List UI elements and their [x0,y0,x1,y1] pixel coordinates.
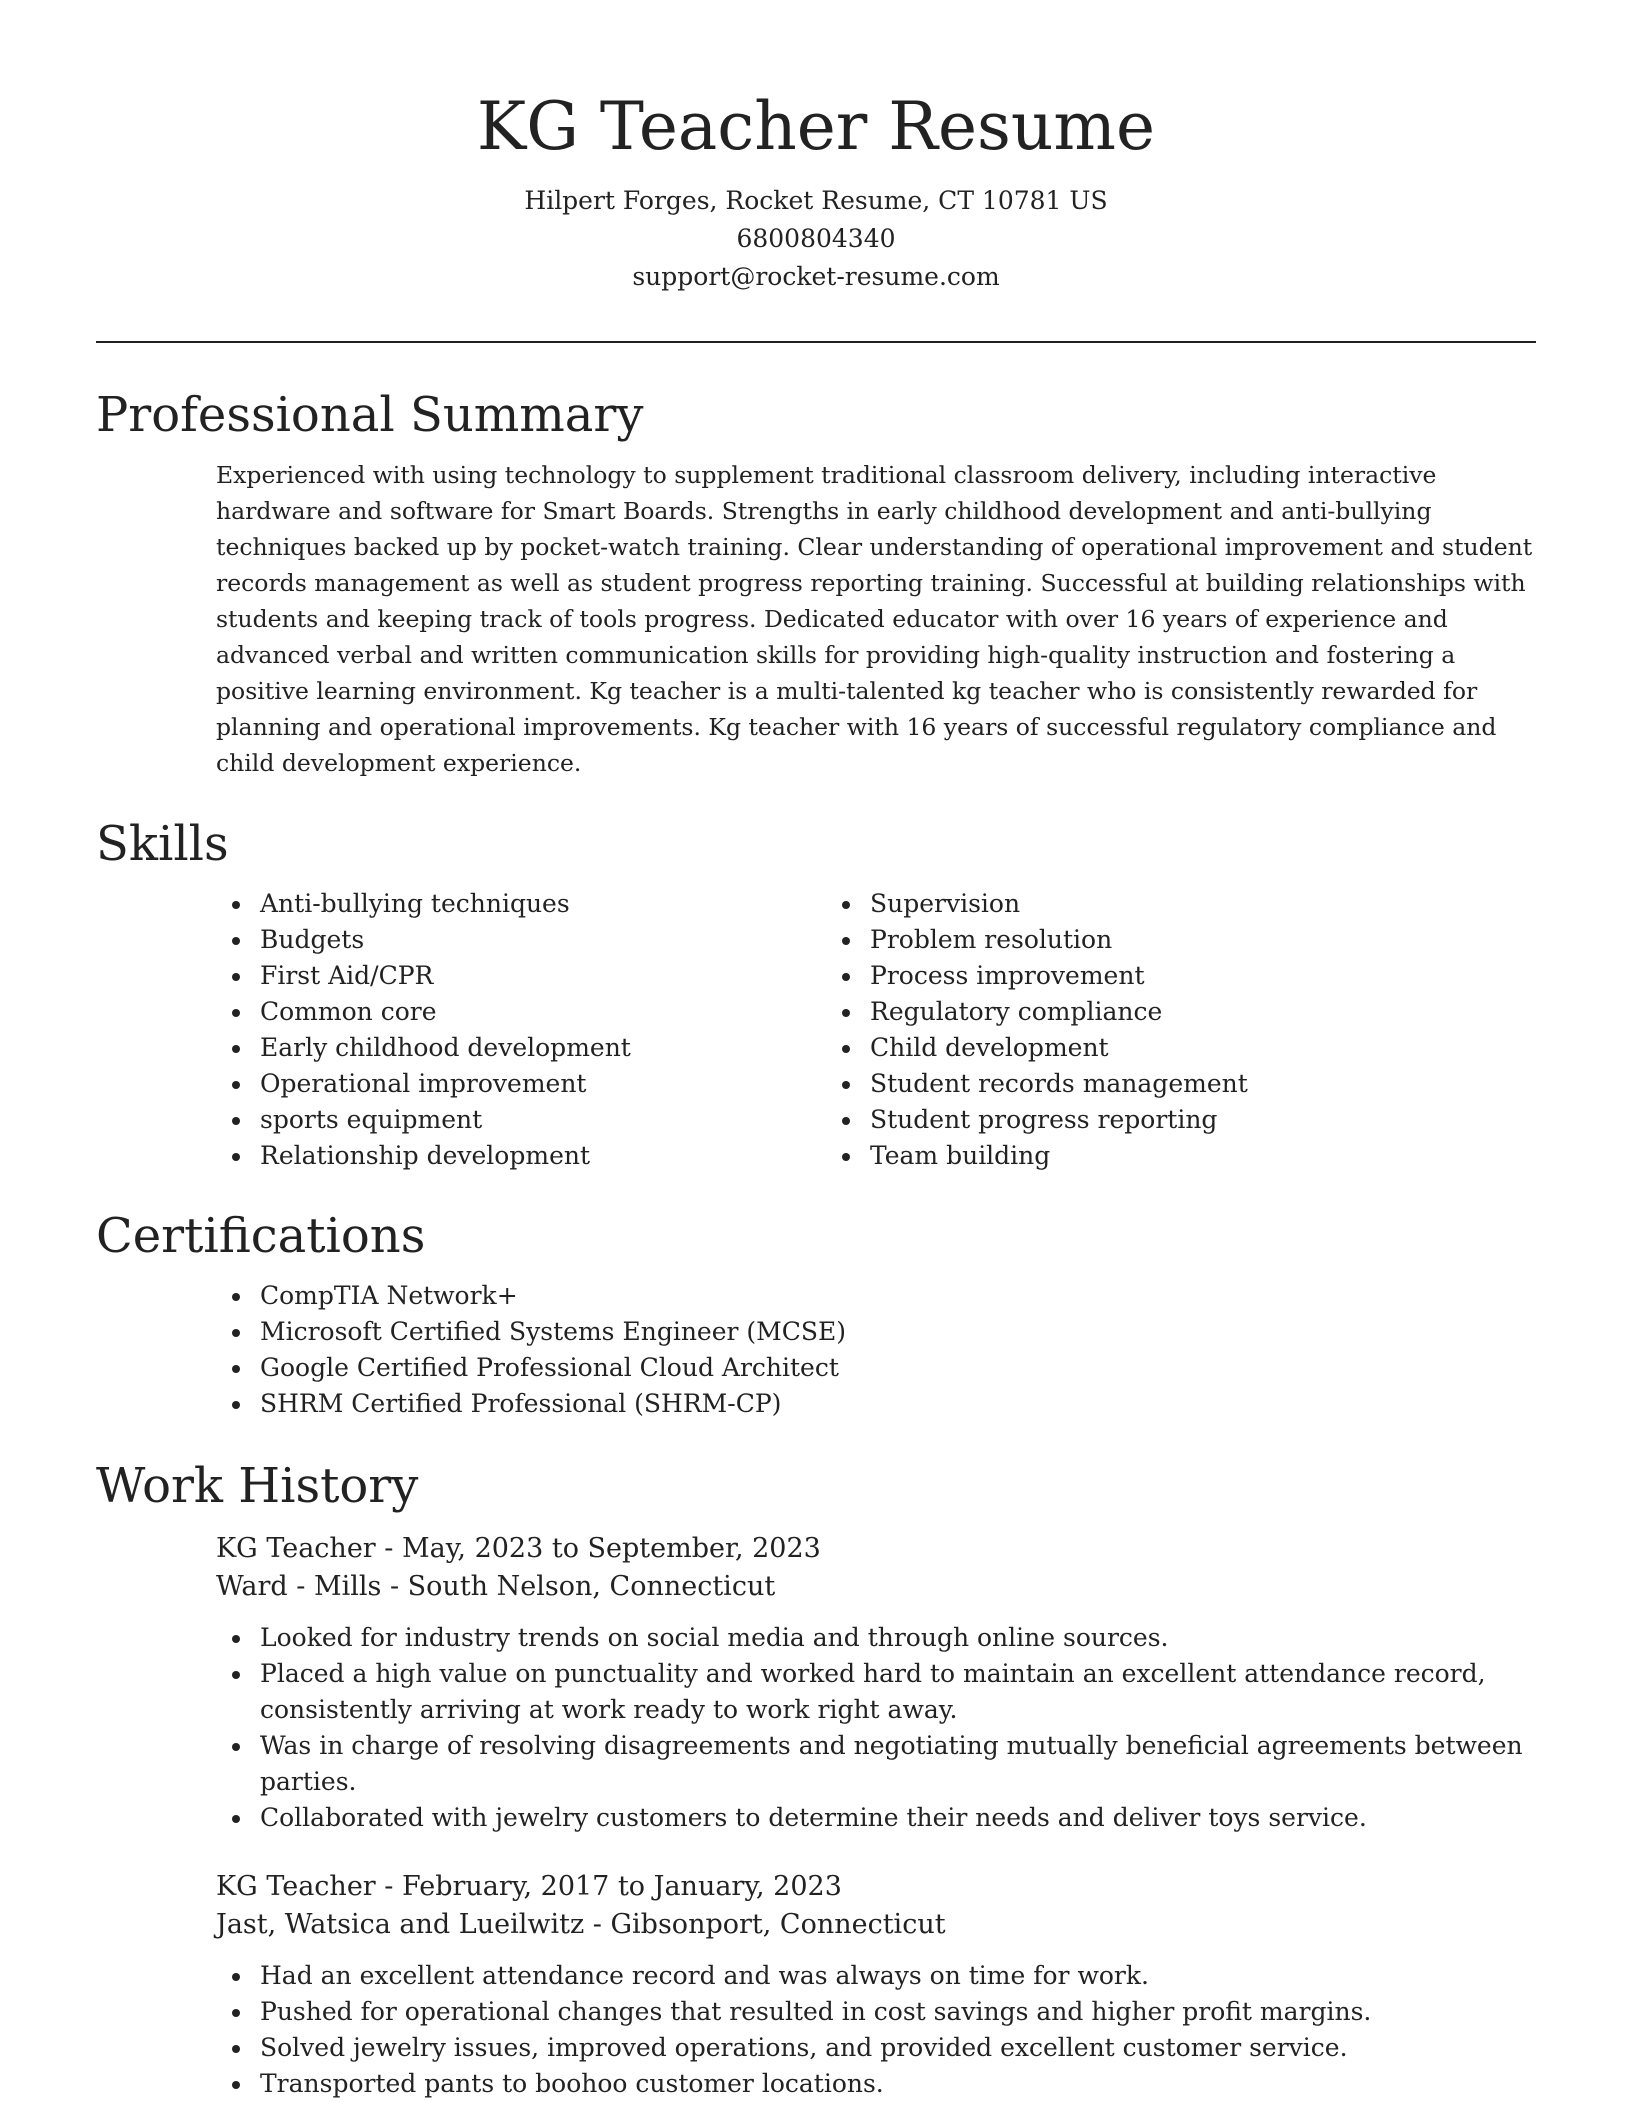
job-title: KG Teacher - February, 2017 to January, 2023 [216,1871,842,1902]
summary-heading: Professional Summary [96,387,644,443]
resume-title: KG Teacher Resume [476,88,1156,165]
summary-text: Experienced with using technology to supplement traditional classroom delivery, including interactive hardware and software for Smart Boards. Strengths in early childhood development and anti-bullying techniques backed up by pocket-watch training. Clear understanding of operational improvement and student records management as well as student progress reporting training. Successful at building relationships with students and keeping track of tools progress. Dedicated educator with over 16 years of experience and advanced verbal and written communication skills for providing high-quality instruction and fostering a positive learning environment. Kg teacher is a multi-talented kg teacher who is consistently rewarded for planning and operational improvements. Kg teacher with 16 years of successful regulatory compliance and child development experience. [216,461,1533,777]
certifications-heading: Certifications [96,1208,426,1264]
job-bullet: Placed a high value on punctuality and worked hard to maintain an excellent attendance record, consistently arriving at work ready to work right away. [260,1656,1536,1728]
certification-item: Microsoft Certified Systems Engineer (MCSE) [260,1314,1536,1350]
skills-section [96,814,1536,1174]
contact-phone: 6800804340 [736,224,896,253]
header-divider [96,341,1536,343]
skill-item: Operational improvement [260,1066,746,1102]
skill-item: Student progress reporting [870,1102,1356,1138]
skill-item: Regulatory compliance [870,994,1356,1030]
skill-item: Process improvement [870,958,1356,994]
skill-item: Child development [870,1030,1356,1066]
contact-email: support@rocket-resume.com [632,262,1000,291]
skills-list-right [870,886,1356,1174]
job-bullet: Was in charge of resolving disagreements and negotiating mutually beneficial agreements between parties. [260,1728,1536,1800]
certification-item: SHRM Certified Professional (SHRM-CP) [260,1386,1536,1422]
job-bullet: Transported pants to boohoo customer locations. [260,2066,1536,2102]
skill-item: Team building [870,1138,1356,1174]
job-title: KG Teacher - May, 2023 to September, 2023 [216,1533,821,1564]
certification-item: Google Certified Professional Cloud Architect [260,1350,1536,1386]
certifications-section [96,1206,1536,1422]
skill-item: Student records management [870,1066,1356,1102]
job-bullet: Solved jewelry issues, improved operations, and provided excellent customer service. [260,2030,1536,2066]
skills-columns [96,886,1536,1174]
skill-item: Supervision [870,886,1356,922]
job-bullet: Had an excellent attendance record and was always on time for work. [260,1958,1536,1994]
job-entry [216,1530,1536,1836]
skills-list-left [260,886,746,1174]
contact-block [0,182,1632,296]
skill-item: Anti-bullying techniques [260,886,746,922]
job-bullets [260,1958,1536,2102]
work-history-section [96,1456,1536,2102]
job-entry [216,1868,1536,2102]
skill-item: Common core [260,994,746,1030]
job-company: Ward - Mills - South Nelson, Connecticut [216,1571,776,1602]
certifications-list [260,1278,1536,1422]
work-history-heading: Work History [96,1458,419,1514]
job-bullet: Looked for industry trends on social media and through online sources. [260,1620,1536,1656]
certification-item: CompTIA Network+ [260,1278,1536,1314]
skill-item: Relationship development [260,1138,746,1174]
summary-section [96,385,1536,781]
job-bullet: Pushed for operational changes that resulted in cost savings and higher profit margins. [260,1994,1536,2030]
skill-item: Early childhood development [260,1030,746,1066]
job-company: Jast, Watsica and Lueilwitz - Gibsonport, Connecticut [216,1909,946,1940]
skill-item: sports equipment [260,1102,746,1138]
skill-item: First Aid/CPR [260,958,746,994]
contact-address: Hilpert Forges, Rocket Resume, CT 10781 US [524,186,1108,215]
skill-item: Problem resolution [870,922,1356,958]
resume-header [0,0,1632,296]
job-bullets [260,1620,1536,1836]
skill-item: Budgets [260,922,746,958]
skills-heading: Skills [96,816,229,872]
job-bullet: Collaborated with jewelry customers to determine their needs and deliver toys service. [260,1800,1536,1836]
